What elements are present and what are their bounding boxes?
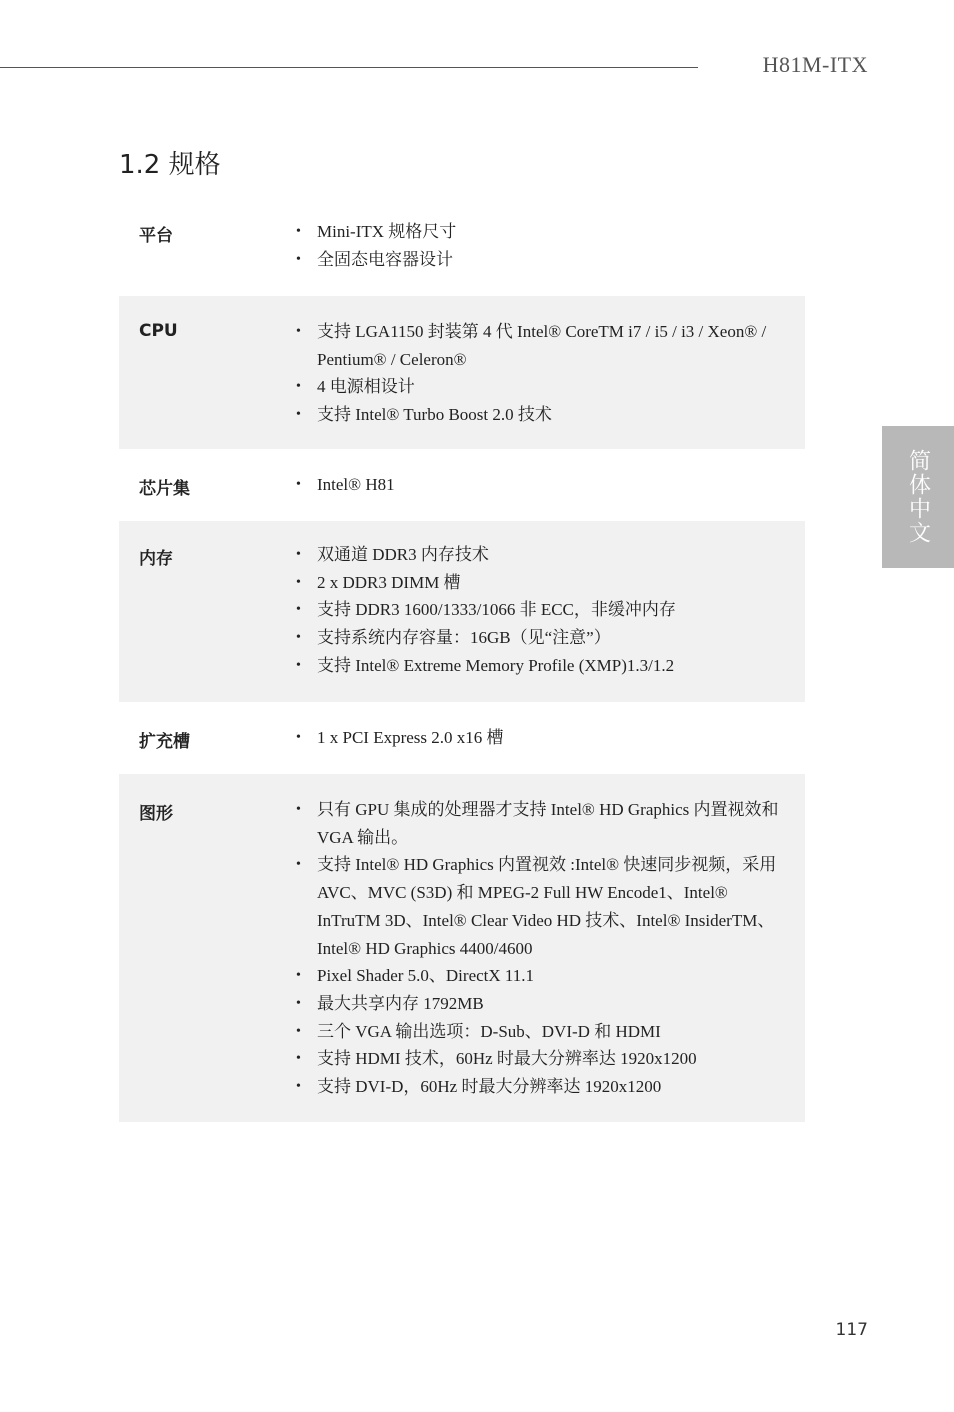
spec-item: • 支持系统内存容量：16GB（见“注意”） (279, 624, 785, 652)
spec-label: CPU (139, 321, 178, 341)
spec-row-platform (119, 208, 805, 296)
spec-label: 芯片集 (139, 479, 190, 499)
spec-item: • 支持 HDMI 技术，60Hz 时最大分辨率达 1920x1200 (279, 1045, 785, 1073)
spec-item: • 支持 LGA1150 封装第 4 代 Intel® CoreTM i7 / i5 / i3 / Xeon® / Pentium® / Celeron® (279, 318, 785, 373)
spec-item: • 最大共享内存 1792MB (279, 990, 785, 1018)
language-tab-label: 简体中文 (905, 449, 931, 545)
spec-label: 扩充槽 (139, 732, 190, 752)
spec-label: 平台 (139, 226, 173, 246)
spec-row-chipset (119, 449, 805, 521)
spec-item: • 2 x DDR3 DIMM 槽 (279, 569, 785, 597)
spec-item: • 只有 GPU 集成的处理器才支持 Intel® HD Graphics 内置视效和 VGA 输出。 (279, 796, 785, 851)
spec-list (279, 218, 785, 273)
spec-item: • 支持 DDR3 1600/1333/1066 非 ECC，非缓冲内存 (279, 596, 785, 624)
spec-row-memory (119, 521, 805, 702)
spec-item: • 支持 Intel® Turbo Boost 2.0 技术 (279, 401, 785, 429)
spec-item: • 三个 VGA 输出选项：D-Sub、DVI-D 和 HDMI (279, 1018, 785, 1046)
model-name: H81M-ITX (762, 52, 868, 77)
spec-label: 图形 (139, 804, 173, 824)
spec-list (279, 541, 785, 680)
spec-item: • Intel® H81 (279, 471, 785, 499)
spec-item: • 支持 DVI-D，60Hz 时最大分辨率达 1920x1200 (279, 1073, 785, 1101)
spec-label: 内存 (139, 549, 173, 569)
spec-list (279, 796, 785, 1101)
spec-row-graphics (119, 774, 805, 1122)
spec-list (279, 724, 785, 752)
spec-item: • 支持 Intel® Extreme Memory Profile (XMP)1.3/1.2 (279, 652, 785, 680)
spec-item: • 4 电源相设计 (279, 373, 785, 401)
language-tab (882, 426, 954, 568)
spec-item: • 支持 Intel® HD Graphics 内置视效 :Intel® 快速同步视频，采用 AVC、MVC (S3D) 和 MPEG-2 Full HW Encode1、Intel® InTruTM 3D、Intel® Clear Video HD 技术、Intel® InsiderTM、Intel® HD Graphics 4400/4600 (279, 851, 785, 962)
spec-item: • Pixel Shader 5.0、DirectX 11.1 (279, 962, 785, 990)
page-number: 117 (835, 1320, 868, 1340)
spec-list (279, 471, 785, 499)
spec-table (119, 208, 805, 1122)
spec-row-cpu (119, 296, 805, 449)
section-title: 1.2 规格 (119, 150, 221, 180)
spec-row-expansion-slot (119, 702, 805, 774)
header-rule (0, 67, 698, 68)
spec-list (279, 318, 785, 429)
spec-item: • Mini-ITX 规格尺寸 (279, 218, 785, 246)
spec-item: • 1 x PCI Express 2.0 x16 槽 (279, 724, 785, 752)
spec-item: • 全固态电容器设计 (279, 246, 785, 274)
spec-item: • 双通道 DDR3 内存技术 (279, 541, 785, 569)
